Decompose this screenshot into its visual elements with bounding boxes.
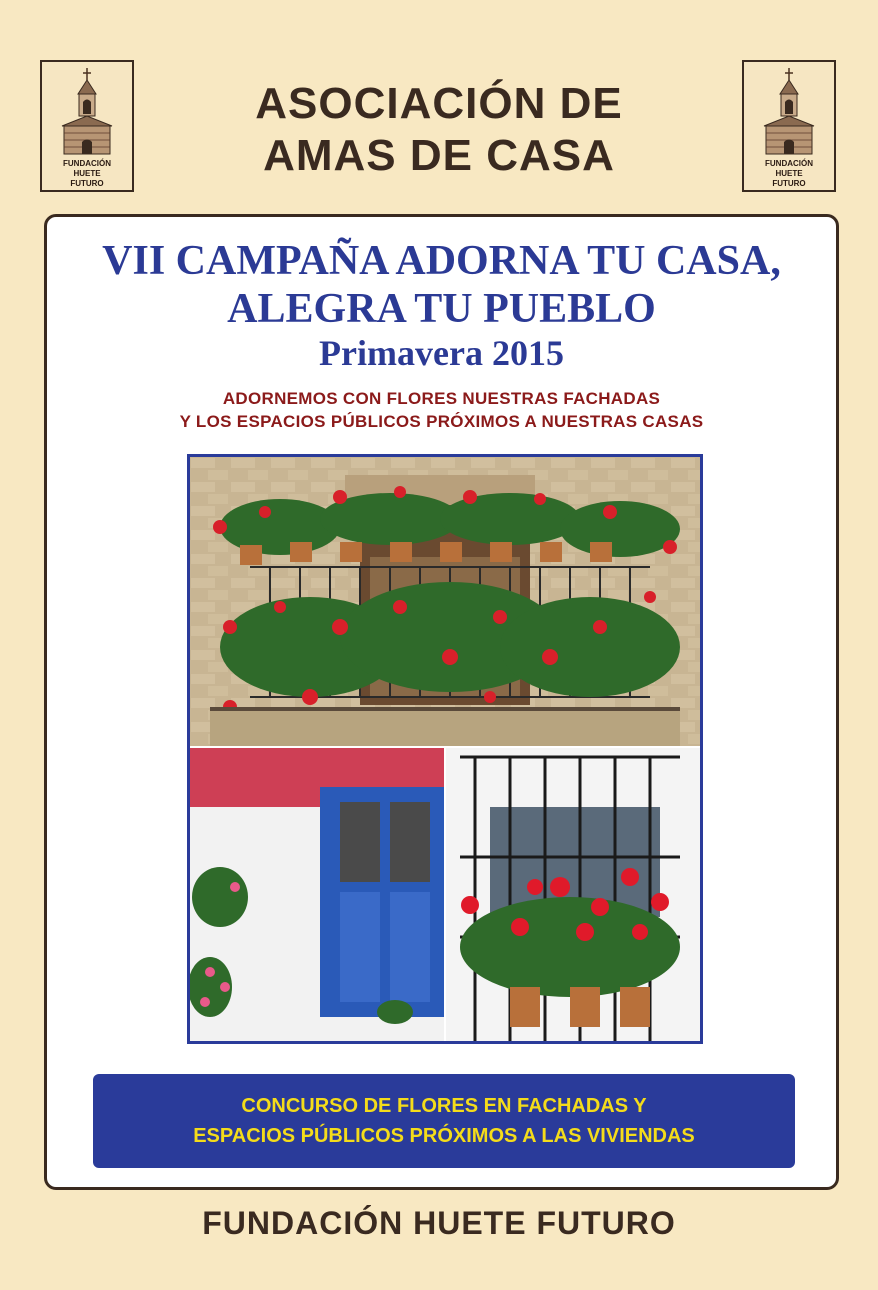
header-title [150,78,728,182]
campaign-season: Primavera 2015 [319,333,564,373]
banner-line-1: CONCURSO DE FLORES EN FACHADAS Y [241,1095,647,1117]
header-line-2: AMAS DE CASA [263,131,615,180]
logo-text-line: FUNDACIÓN [63,159,111,168]
subtitle-line-1: ADORNEMOS CON FLORES NUESTRAS FACHADAS [222,389,661,408]
bell-tower-logo-icon [756,66,822,160]
logo-text-line: HUETE [73,169,101,178]
logo-text [42,159,132,189]
logo-text-line: FUTURO [772,179,806,188]
footer-title: FUNDACIÓN HUETE FUTURO [202,1205,676,1241]
logo-text-line: FUTURO [70,179,104,188]
banner-line-2: ESPACIOS PÚBLICOS PRÓXIMOS A LAS VIVIENDAS [193,1125,695,1147]
contest-banner [93,1074,795,1168]
bell-tower-logo-icon [54,66,120,160]
header-line-1: ASOCIACIÓN DE [255,79,623,128]
flower-balcony-photo [187,454,703,1044]
subtitle-line-2: Y LOS ESPACIOS PÚBLICOS PRÓXIMOS A NUESTRAS CASAS [179,412,704,431]
logo-text-line: HUETE [775,169,803,178]
logo-text-line: FUNDACIÓN [765,159,813,168]
logo-left [40,60,134,192]
logo-text [744,159,834,189]
campaign-title-line-2: ALEGRA TU PUEBLO [227,286,656,332]
logo-right [742,60,836,192]
flower-photo-illustration [190,457,700,1041]
campaign-title-line-1: VII CAMPAÑA ADORNA TU CASA, [102,238,781,284]
subtitle [47,387,836,433]
main-panel [44,214,839,1190]
